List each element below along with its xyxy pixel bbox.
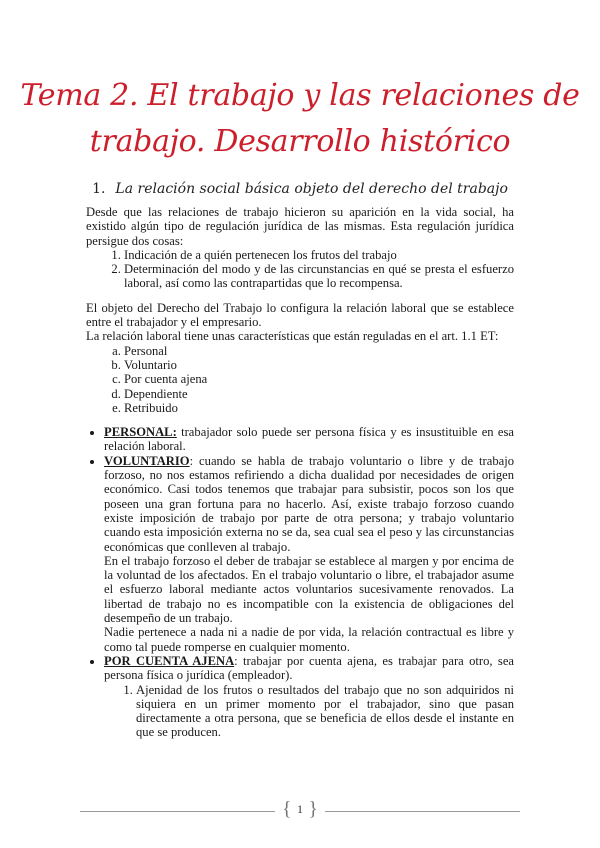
document-title-line2: trabajo. Desarrollo histórico	[89, 124, 511, 159]
page-footer	[80, 800, 520, 822]
bullet-text: : cuando se habla de trabajo voluntario o libre y de trabajo forzoso, no nos estamos refiriendo a dicha dualidad por necesidades de origen económico. Casi todos tenemos que trabajar para subsistir, pocos son los que poseen una gran fortuna para no hacerlo. Así, existe trabajo forzoso cuando existe imposición de trabajo por parte de otra persona; y trabajo voluntario cuando esta imposición externa no se da, sea cual sea el peso y las circunstancias económicas que conlleven al trabajo.	[104, 453, 514, 554]
ajenidad-list	[104, 683, 514, 740]
bullet-text: trabajador solo puede ser persona física y es insustituible en esa relación laboral.	[104, 425, 514, 454]
list-item: 1. Ajenidad de los frutos o resultados del trabajo que no son adquiridos ni siquiera en un primer momento por el trabajador, sino que pasan directamente a otra persona, que se beneficia de ellos desde el instante en que se producen.	[136, 683, 514, 740]
keyword-personal: PERSONAL:	[104, 425, 177, 440]
list-item: b. Voluntario	[124, 358, 514, 372]
bullet-paragraph: En el trabajo forzoso el deber de trabajar se establece al margen y por encima de la voluntad de los afectados. En el trabajo voluntario o libre, el trabajador asume el esfuerzo laboral mediante actos voluntarios sucesivamente renovados. La libertad de trabajo no es incompatible con la existencia de obligaciones del desempeño de un trabajo.	[104, 553, 514, 626]
intro-paragraph: Desde que las relaciones de trabajo hicieron su aparición en la vida social, ha existido algún tipo de regulación jurídica de las mismas. Esta regulación jurídica persigue dos cosas:	[86, 205, 514, 248]
list-item: 2. Determinación del modo y de las circunstancias en qué se presta el esfuerzo laboral, así como las contrapartidas que lo recompensa.	[124, 262, 514, 291]
characteristics-list	[86, 344, 514, 415]
section-heading	[0, 181, 600, 197]
bullet-por-cuenta-ajena	[104, 654, 514, 740]
bullet-paragraph: Nadie pertenece a nada ni a nadie de por vida, la relación contractual es libre y como tal puede romperse en cualquier momento.	[104, 625, 514, 654]
page-number: { 1 }	[280, 802, 320, 817]
characteristics-detail-list	[86, 425, 514, 740]
bullet-personal	[104, 425, 514, 454]
footer-rule-left	[80, 811, 275, 812]
section-number: 1.	[92, 181, 106, 197]
list-item: 1. Indicación de a quién pertenecen los frutos del trabajo	[124, 248, 514, 262]
keyword-voluntario: VOLUNTARIO	[104, 453, 190, 468]
intro-list	[86, 248, 514, 291]
objeto-paragraph: El objeto del Derecho del Trabajo lo configura la relación laboral que se establece entre el trabajador y el empresario.	[86, 300, 514, 330]
relacion-paragraph: La relación laboral tiene unas características que están reguladas en el art. 1.1 ET:	[86, 329, 499, 344]
list-item: d. Dependiente	[124, 387, 514, 401]
list-item: e. Retribuido	[124, 401, 514, 415]
keyword-por-cuenta-ajena: POR CUENTA AJENA	[104, 653, 235, 668]
footer-rule-right	[325, 811, 520, 812]
list-item: a. Personal	[124, 344, 514, 358]
bullet-text: : trabajar por cuenta ajena, es trabajar para otro, sea persona física o jurídica (empleador).	[104, 653, 514, 683]
list-item: c. Por cuenta ajena	[124, 372, 514, 386]
section-heading-text: La relación social básica objeto del derecho del trabajo	[115, 181, 508, 197]
document-body	[86, 205, 514, 740]
document-title-line1: Tema 2. El trabajo y las relaciones de	[20, 78, 580, 113]
bullet-voluntario	[104, 454, 514, 654]
